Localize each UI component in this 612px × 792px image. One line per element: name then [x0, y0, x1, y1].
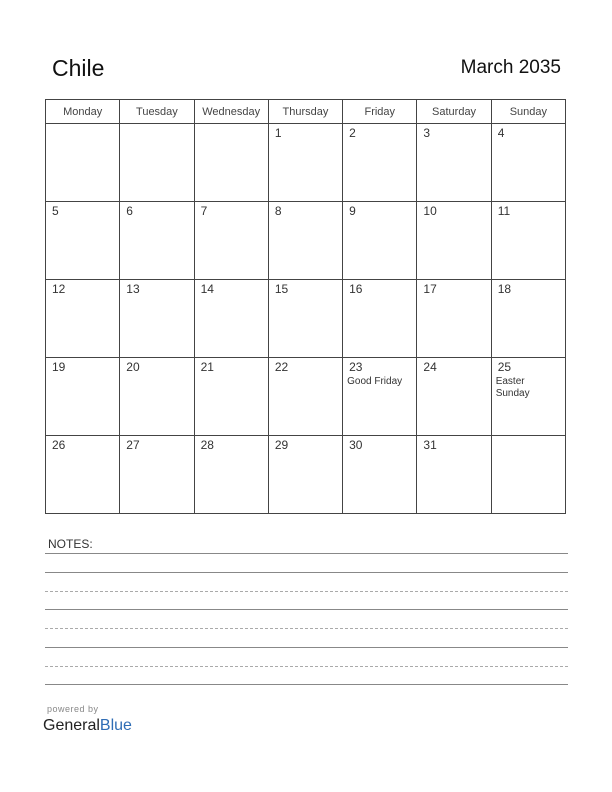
day-number: 9	[349, 204, 356, 218]
day-number: 27	[126, 438, 140, 452]
day-number: 25	[497, 360, 512, 374]
notes-line	[45, 609, 568, 610]
day-cell	[491, 202, 565, 280]
day-cell	[46, 358, 120, 436]
day-cell	[194, 202, 268, 280]
day-number: 30	[349, 438, 363, 452]
day-number: 19	[52, 360, 66, 374]
calendar-week-row	[46, 358, 566, 436]
day-cell	[417, 202, 491, 280]
notes-line	[45, 591, 568, 592]
notes-line	[45, 628, 568, 629]
calendar-week-row	[46, 280, 566, 358]
calendar-week-row	[46, 202, 566, 280]
notes-line	[45, 572, 568, 573]
day-number	[46, 124, 119, 126]
notes-line	[45, 684, 568, 685]
day-cell	[120, 202, 194, 280]
day-number: 8	[274, 204, 282, 218]
day-number: 18	[497, 282, 512, 296]
day-number	[492, 436, 565, 438]
day-cell	[120, 124, 194, 202]
day-number	[195, 124, 268, 126]
day-number: 13	[126, 282, 140, 296]
day-cell	[343, 202, 417, 280]
day-number	[120, 124, 193, 126]
day-number: 17	[423, 282, 437, 296]
country-title: Chile	[52, 55, 105, 81]
day-number: 15	[274, 282, 289, 296]
day-cell	[417, 436, 491, 514]
day-cell	[417, 358, 491, 436]
day-cell	[194, 124, 268, 202]
holiday-label: Good Friday	[347, 376, 403, 387]
brand-logo	[43, 717, 132, 735]
day-number: 21	[200, 360, 214, 374]
calendar-week-row	[46, 436, 566, 514]
day-cell	[46, 124, 120, 202]
brand-blue: Blue	[99, 717, 132, 734]
weekday-header: Saturday	[417, 100, 491, 124]
day-cell	[343, 436, 417, 514]
weekday-header: Sunday	[491, 100, 565, 124]
day-number: 1	[274, 126, 282, 140]
day-number: 6	[126, 204, 133, 218]
weekday-header: Thursday	[268, 100, 342, 124]
day-cell	[120, 280, 194, 358]
notes-label: NOTES:	[48, 537, 93, 551]
day-cell	[46, 202, 120, 280]
day-cell	[491, 358, 565, 436]
day-number: 7	[200, 204, 208, 218]
powered-by-text: powered by	[47, 704, 99, 714]
day-cell	[194, 280, 268, 358]
day-number: 23	[349, 360, 363, 374]
day-number: 3	[423, 126, 431, 140]
day-cell	[417, 124, 491, 202]
day-number: 2	[349, 126, 356, 140]
day-cell	[268, 436, 342, 514]
calendar-body	[46, 124, 566, 514]
day-cell	[268, 202, 342, 280]
day-number: 28	[200, 438, 214, 452]
weekday-header: Tuesday	[120, 100, 194, 124]
day-number: 11	[497, 204, 511, 218]
weekday-header-row	[46, 100, 566, 124]
day-cell	[194, 436, 268, 514]
day-number: 29	[274, 438, 289, 452]
day-cell	[491, 124, 565, 202]
month-year-title: March 2035	[460, 57, 561, 78]
calendar-week-row	[46, 124, 566, 202]
weekday-header: Monday	[46, 100, 120, 124]
day-cell	[46, 280, 120, 358]
day-cell	[46, 436, 120, 514]
notes-line	[45, 666, 568, 667]
day-cell	[491, 436, 565, 514]
brand-general: General	[43, 717, 100, 734]
day-cell	[120, 436, 194, 514]
day-cell	[268, 124, 342, 202]
day-cell	[343, 358, 417, 436]
day-number: 20	[126, 360, 140, 374]
day-number: 4	[497, 126, 505, 140]
holiday-label: Easter Sunday	[495, 376, 530, 399]
day-number: 14	[200, 282, 214, 296]
day-number: 22	[274, 360, 289, 374]
day-number: 26	[52, 438, 66, 452]
day-cell	[417, 280, 491, 358]
weekday-header: Wednesday	[194, 100, 268, 124]
day-cell	[343, 280, 417, 358]
calendar-grid	[45, 99, 566, 514]
day-cell	[268, 358, 342, 436]
day-number: 12	[52, 282, 66, 296]
day-cell	[343, 124, 417, 202]
day-number: 10	[423, 204, 437, 218]
day-cell	[194, 358, 268, 436]
notes-line	[45, 553, 568, 554]
notes-line	[45, 647, 568, 648]
day-number: 31	[423, 438, 437, 452]
day-cell	[268, 280, 342, 358]
day-number: 24	[423, 360, 437, 374]
day-cell	[491, 280, 565, 358]
day-cell	[120, 358, 194, 436]
weekday-header: Friday	[343, 100, 417, 124]
day-number: 16	[349, 282, 363, 296]
day-number: 5	[52, 204, 59, 218]
